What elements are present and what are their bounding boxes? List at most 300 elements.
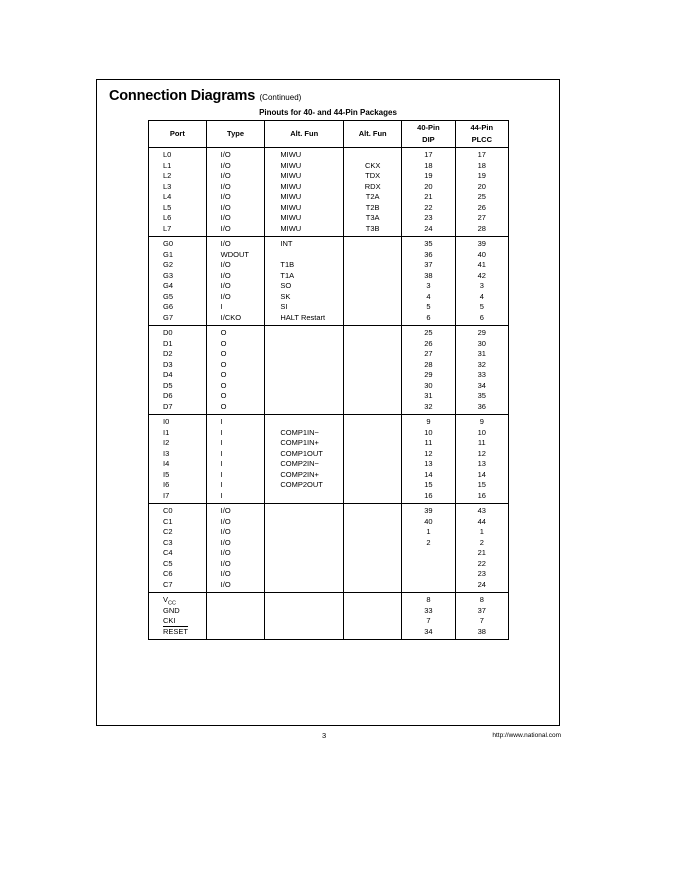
col-header-dip-line2: DIP bbox=[422, 135, 435, 144]
cell-dip: 2 bbox=[402, 538, 455, 549]
table-row bbox=[149, 504, 509, 517]
table-row bbox=[149, 213, 509, 224]
section-title: Connection Diagrams bbox=[109, 88, 256, 104]
cell-type: I bbox=[206, 428, 265, 439]
cell-alt-fun-1: MIWU bbox=[265, 213, 344, 224]
vcc-label: V bbox=[163, 595, 169, 604]
cell-dip: 36 bbox=[402, 250, 455, 261]
cell-dip bbox=[402, 548, 455, 559]
cell-port: L3 bbox=[149, 182, 207, 193]
cell-plcc: 42 bbox=[455, 271, 508, 282]
table-row bbox=[149, 370, 509, 381]
cell-plcc: 7 bbox=[455, 616, 508, 627]
col-header-alt-fun-2: Alt. Fun bbox=[344, 121, 402, 148]
table-row bbox=[149, 415, 509, 428]
table-row-gnd bbox=[149, 606, 509, 617]
cell-dip: 28 bbox=[402, 360, 455, 371]
cell-type: O bbox=[206, 360, 265, 371]
cell-dip: 37 bbox=[402, 260, 455, 271]
cell-plcc: 20 bbox=[455, 182, 508, 193]
cell-plcc: 13 bbox=[455, 459, 508, 470]
cell-alt-fun-1: COMP2OUT bbox=[265, 480, 344, 491]
table-row bbox=[149, 313, 509, 326]
cell-alt-fun-1 bbox=[265, 593, 344, 606]
cell-alt-fun-1 bbox=[265, 548, 344, 559]
cell-alt-fun-1: MIWU bbox=[265, 171, 344, 182]
cell-alt-fun-1: T1A bbox=[265, 271, 344, 282]
cell-dip: 8 bbox=[402, 593, 455, 606]
cell-type: I/O bbox=[206, 517, 265, 528]
cell-alt-fun-2 bbox=[344, 438, 402, 449]
cell-type: O bbox=[206, 381, 265, 392]
cell-type: I/O bbox=[206, 182, 265, 193]
cell-type: O bbox=[206, 391, 265, 402]
cell-alt-fun-1: MIWU bbox=[265, 192, 344, 203]
table-row bbox=[149, 360, 509, 371]
cell-plcc: 36 bbox=[455, 402, 508, 415]
table-row bbox=[149, 580, 509, 593]
cell-alt-fun-1: COMP2IN− bbox=[265, 459, 344, 470]
cell-port: D0 bbox=[149, 326, 207, 339]
cell-alt-fun-2: T3A bbox=[344, 213, 402, 224]
cell-alt-fun-2 bbox=[344, 326, 402, 339]
cell-port: G0 bbox=[149, 237, 207, 250]
cell-alt-fun-2 bbox=[344, 415, 402, 428]
cell-type: I/O bbox=[206, 161, 265, 172]
cell-plcc: 12 bbox=[455, 449, 508, 460]
cell-port: G4 bbox=[149, 281, 207, 292]
cell-alt-fun-2 bbox=[344, 527, 402, 538]
cell-plcc: 27 bbox=[455, 213, 508, 224]
cell-type: I/CKO bbox=[206, 313, 265, 326]
cell-alt-fun-1: COMP1IN+ bbox=[265, 438, 344, 449]
cell-dip: 32 bbox=[402, 402, 455, 415]
cell-alt-fun-1 bbox=[265, 527, 344, 538]
cell-plcc: 10 bbox=[455, 428, 508, 439]
cell-alt-fun-2 bbox=[344, 480, 402, 491]
cell-type: I/O bbox=[206, 548, 265, 559]
cell-dip: 35 bbox=[402, 237, 455, 250]
cell-port: C1 bbox=[149, 517, 207, 528]
cell-plcc: 21 bbox=[455, 548, 508, 559]
cell-port: D5 bbox=[149, 381, 207, 392]
col-header-plcc-line2: PLCC bbox=[471, 135, 492, 144]
cell-alt-fun-2 bbox=[344, 271, 402, 282]
cell-alt-fun-2: TDX bbox=[344, 171, 402, 182]
cell-alt-fun-1: T1B bbox=[265, 260, 344, 271]
cell-alt-fun-2 bbox=[344, 449, 402, 460]
cell-alt-fun-1 bbox=[265, 569, 344, 580]
cell-alt-fun-1 bbox=[265, 339, 344, 350]
cell-alt-fun-1 bbox=[265, 250, 344, 261]
cell-alt-fun-1 bbox=[265, 391, 344, 402]
section-heading bbox=[109, 87, 301, 105]
cell-plcc: 33 bbox=[455, 370, 508, 381]
cell-dip: 33 bbox=[402, 606, 455, 617]
cell-dip bbox=[402, 580, 455, 593]
table-row bbox=[149, 271, 509, 282]
col-header-alt-fun-1: Alt. Fun bbox=[265, 121, 344, 148]
cell-port: D6 bbox=[149, 391, 207, 402]
cell-port: G6 bbox=[149, 302, 207, 313]
cell-port: CKI bbox=[149, 616, 207, 627]
cell-type: I bbox=[206, 470, 265, 481]
table-row bbox=[149, 148, 509, 161]
table-row bbox=[149, 538, 509, 549]
reset-label: RESET bbox=[163, 626, 189, 636]
col-header-44-pin-plcc bbox=[455, 121, 508, 148]
cell-port: G2 bbox=[149, 260, 207, 271]
cell-dip: 19 bbox=[402, 171, 455, 182]
cell-alt-fun-2 bbox=[344, 237, 402, 250]
cell-alt-fun-2 bbox=[344, 402, 402, 415]
cell-type: I/O bbox=[206, 292, 265, 303]
cell-alt-fun-1 bbox=[265, 504, 344, 517]
cell-alt-fun-1: COMP1IN− bbox=[265, 428, 344, 439]
cell-alt-fun-2: T2B bbox=[344, 203, 402, 214]
table-row bbox=[149, 438, 509, 449]
cell-type: I/O bbox=[206, 527, 265, 538]
cell-type: I/O bbox=[206, 237, 265, 250]
table-row bbox=[149, 548, 509, 559]
cell-type: I/O bbox=[206, 213, 265, 224]
cell-dip: 30 bbox=[402, 381, 455, 392]
table-row bbox=[149, 292, 509, 303]
cell-plcc: 32 bbox=[455, 360, 508, 371]
cell-port: D2 bbox=[149, 349, 207, 360]
cell-dip: 39 bbox=[402, 504, 455, 517]
cell-alt-fun-2 bbox=[344, 616, 402, 627]
cell-plcc: 34 bbox=[455, 381, 508, 392]
cell-alt-fun-1 bbox=[265, 538, 344, 549]
cell-port: I7 bbox=[149, 491, 207, 504]
pinout-table bbox=[148, 120, 509, 640]
cell-alt-fun-2: T2A bbox=[344, 192, 402, 203]
cell-alt-fun-2 bbox=[344, 370, 402, 381]
cell-type: I/O bbox=[206, 148, 265, 161]
cell-plcc: 25 bbox=[455, 192, 508, 203]
cell-alt-fun-1 bbox=[265, 326, 344, 339]
cell-plcc: 1 bbox=[455, 527, 508, 538]
cell-alt-fun-1: COMP1OUT bbox=[265, 449, 344, 460]
cell-alt-fun-2 bbox=[344, 593, 402, 606]
cell-dip: 22 bbox=[402, 203, 455, 214]
cell-alt-fun-1: MIWU bbox=[265, 148, 344, 161]
cell-dip: 14 bbox=[402, 470, 455, 481]
table-row-cki bbox=[149, 616, 509, 627]
cell-alt-fun-2 bbox=[344, 281, 402, 292]
cell-alt-fun-1 bbox=[265, 517, 344, 528]
cell-port: L2 bbox=[149, 171, 207, 182]
table-row bbox=[149, 349, 509, 360]
table-row bbox=[149, 517, 509, 528]
cell-alt-fun-2 bbox=[344, 504, 402, 517]
cell-port: D7 bbox=[149, 402, 207, 415]
cell-port: G3 bbox=[149, 271, 207, 282]
cell-alt-fun-1: INT bbox=[265, 237, 344, 250]
footer-url: http://www.national.com bbox=[492, 732, 561, 739]
cell-alt-fun-2 bbox=[344, 360, 402, 371]
table-row bbox=[149, 326, 509, 339]
table-row bbox=[149, 203, 509, 214]
table-row-vcc bbox=[149, 593, 509, 606]
cell-type: O bbox=[206, 349, 265, 360]
cell-dip: 15 bbox=[402, 480, 455, 491]
cell-alt-fun-1: HALT Restart bbox=[265, 313, 344, 326]
cell-port bbox=[149, 593, 207, 606]
cell-port: I3 bbox=[149, 449, 207, 460]
cell-plcc: 8 bbox=[455, 593, 508, 606]
cell-plcc: 38 bbox=[455, 627, 508, 640]
cell-plcc: 15 bbox=[455, 480, 508, 491]
cell-type: I/O bbox=[206, 569, 265, 580]
cell-plcc: 18 bbox=[455, 161, 508, 172]
table-row-reset bbox=[149, 627, 509, 640]
cell-alt-fun-2 bbox=[344, 569, 402, 580]
cell-alt-fun-2 bbox=[344, 491, 402, 504]
cell-port: I0 bbox=[149, 415, 207, 428]
cell-alt-fun-1 bbox=[265, 559, 344, 570]
cell-port: I6 bbox=[149, 480, 207, 491]
cell-port: D4 bbox=[149, 370, 207, 381]
cell-alt-fun-2 bbox=[344, 313, 402, 326]
cell-dip: 18 bbox=[402, 161, 455, 172]
cell-alt-fun-2 bbox=[344, 381, 402, 392]
cell-plcc: 16 bbox=[455, 491, 508, 504]
table-row bbox=[149, 237, 509, 250]
cell-plcc: 22 bbox=[455, 559, 508, 570]
cell-dip bbox=[402, 569, 455, 580]
cell-plcc: 43 bbox=[455, 504, 508, 517]
cell-alt-fun-1: MIWU bbox=[265, 182, 344, 193]
col-header-type: Type bbox=[206, 121, 265, 148]
cell-plcc: 40 bbox=[455, 250, 508, 261]
cell-port: L1 bbox=[149, 161, 207, 172]
cell-alt-fun-2 bbox=[344, 548, 402, 559]
cell-alt-fun-1: SK bbox=[265, 292, 344, 303]
cell-alt-fun-1: SI bbox=[265, 302, 344, 313]
cell-dip: 7 bbox=[402, 616, 455, 627]
cell-type bbox=[206, 616, 265, 627]
col-header-plcc-line1: 44-Pin bbox=[470, 123, 494, 132]
cell-alt-fun-1 bbox=[265, 627, 344, 640]
cell-plcc: 19 bbox=[455, 171, 508, 182]
cell-alt-fun-1 bbox=[265, 616, 344, 627]
cell-dip: 17 bbox=[402, 148, 455, 161]
cell-dip: 20 bbox=[402, 182, 455, 193]
table-row bbox=[149, 171, 509, 182]
cell-port: G1 bbox=[149, 250, 207, 261]
cell-port: D1 bbox=[149, 339, 207, 350]
cell-dip: 10 bbox=[402, 428, 455, 439]
cell-alt-fun-2 bbox=[344, 428, 402, 439]
cell-alt-fun-1 bbox=[265, 606, 344, 617]
cell-dip: 26 bbox=[402, 339, 455, 350]
cell-plcc: 31 bbox=[455, 349, 508, 360]
cell-alt-fun-2: CKX bbox=[344, 161, 402, 172]
table-row bbox=[149, 302, 509, 313]
cell-plcc: 4 bbox=[455, 292, 508, 303]
table-caption: Pinouts for 40- and 44-Pin Packages bbox=[259, 108, 397, 117]
cell-type: I/O bbox=[206, 559, 265, 570]
cell-dip: 16 bbox=[402, 491, 455, 504]
cell-dip: 5 bbox=[402, 302, 455, 313]
cell-alt-fun-2 bbox=[344, 459, 402, 470]
cell-alt-fun-2 bbox=[344, 627, 402, 640]
cell-port: I5 bbox=[149, 470, 207, 481]
cell-plcc: 28 bbox=[455, 224, 508, 237]
cell-port bbox=[149, 627, 207, 640]
table-row bbox=[149, 569, 509, 580]
cell-dip: 13 bbox=[402, 459, 455, 470]
cell-alt-fun-2 bbox=[344, 470, 402, 481]
cell-type bbox=[206, 593, 265, 606]
cell-type: I/O bbox=[206, 281, 265, 292]
cell-dip: 9 bbox=[402, 415, 455, 428]
table-row bbox=[149, 449, 509, 460]
cell-alt-fun-1: MIWU bbox=[265, 224, 344, 237]
table-row bbox=[149, 459, 509, 470]
cell-dip: 6 bbox=[402, 313, 455, 326]
cell-plcc: 3 bbox=[455, 281, 508, 292]
table-row bbox=[149, 161, 509, 172]
cell-alt-fun-1: MIWU bbox=[265, 203, 344, 214]
table-row bbox=[149, 491, 509, 504]
table-row bbox=[149, 260, 509, 271]
table-row bbox=[149, 402, 509, 415]
cell-port: C5 bbox=[149, 559, 207, 570]
table-row bbox=[149, 250, 509, 261]
cell-alt-fun-2 bbox=[344, 349, 402, 360]
col-header-40-pin-dip bbox=[402, 121, 455, 148]
cell-alt-fun-2 bbox=[344, 606, 402, 617]
cell-plcc: 2 bbox=[455, 538, 508, 549]
cell-alt-fun-1: COMP2IN+ bbox=[265, 470, 344, 481]
cell-port: L7 bbox=[149, 224, 207, 237]
cell-alt-fun-1 bbox=[265, 360, 344, 371]
cell-type: I/O bbox=[206, 224, 265, 237]
cell-alt-fun-1 bbox=[265, 370, 344, 381]
cell-type: I/O bbox=[206, 504, 265, 517]
cell-plcc: 39 bbox=[455, 237, 508, 250]
cell-alt-fun-2 bbox=[344, 302, 402, 313]
cell-type: I/O bbox=[206, 192, 265, 203]
cell-plcc: 26 bbox=[455, 203, 508, 214]
cell-type: I/O bbox=[206, 271, 265, 282]
cell-alt-fun-1 bbox=[265, 415, 344, 428]
cell-dip: 25 bbox=[402, 326, 455, 339]
cell-port: L0 bbox=[149, 148, 207, 161]
cell-port: GND bbox=[149, 606, 207, 617]
cell-plcc: 23 bbox=[455, 569, 508, 580]
table-row bbox=[149, 391, 509, 402]
cell-alt-fun-2 bbox=[344, 292, 402, 303]
cell-dip: 27 bbox=[402, 349, 455, 360]
table-row bbox=[149, 339, 509, 350]
table-row bbox=[149, 428, 509, 439]
cell-type: WDOUT bbox=[206, 250, 265, 261]
cell-plcc: 17 bbox=[455, 148, 508, 161]
cell-alt-fun-1 bbox=[265, 491, 344, 504]
cell-alt-fun-2 bbox=[344, 391, 402, 402]
cell-port: L5 bbox=[149, 203, 207, 214]
cell-plcc: 35 bbox=[455, 391, 508, 402]
cell-port: I2 bbox=[149, 438, 207, 449]
cell-dip: 24 bbox=[402, 224, 455, 237]
table-row bbox=[149, 559, 509, 570]
cell-type: O bbox=[206, 370, 265, 381]
cell-alt-fun-1 bbox=[265, 402, 344, 415]
cell-dip: 31 bbox=[402, 391, 455, 402]
cell-dip: 29 bbox=[402, 370, 455, 381]
cell-port: C4 bbox=[149, 548, 207, 559]
cell-alt-fun-1 bbox=[265, 349, 344, 360]
cell-type: I/O bbox=[206, 260, 265, 271]
cell-port: C0 bbox=[149, 504, 207, 517]
cell-type: I/O bbox=[206, 580, 265, 593]
cell-type bbox=[206, 606, 265, 617]
cell-type: I bbox=[206, 491, 265, 504]
table-row bbox=[149, 480, 509, 491]
cell-port: C2 bbox=[149, 527, 207, 538]
cell-plcc: 24 bbox=[455, 580, 508, 593]
cell-port: L4 bbox=[149, 192, 207, 203]
page-number: 3 bbox=[322, 731, 327, 740]
cell-plcc: 9 bbox=[455, 415, 508, 428]
cell-alt-fun-1 bbox=[265, 580, 344, 593]
cell-dip: 3 bbox=[402, 281, 455, 292]
cell-type: I/O bbox=[206, 538, 265, 549]
cell-type bbox=[206, 627, 265, 640]
pinout-table-body bbox=[149, 148, 509, 640]
cell-dip: 34 bbox=[402, 627, 455, 640]
cell-dip: 1 bbox=[402, 527, 455, 538]
cell-dip: 40 bbox=[402, 517, 455, 528]
cell-port: C3 bbox=[149, 538, 207, 549]
table-row bbox=[149, 281, 509, 292]
cell-plcc: 30 bbox=[455, 339, 508, 350]
cell-plcc: 5 bbox=[455, 302, 508, 313]
cell-dip: 12 bbox=[402, 449, 455, 460]
table-row bbox=[149, 381, 509, 392]
cell-dip: 38 bbox=[402, 271, 455, 282]
vcc-subscript: CC bbox=[168, 600, 176, 607]
cell-type: O bbox=[206, 339, 265, 350]
cell-type: I bbox=[206, 302, 265, 313]
cell-alt-fun-1: SO bbox=[265, 281, 344, 292]
table-row bbox=[149, 470, 509, 481]
cell-alt-fun-2: T3B bbox=[344, 224, 402, 237]
cell-alt-fun-2 bbox=[344, 260, 402, 271]
cell-port: D3 bbox=[149, 360, 207, 371]
cell-alt-fun-1: MIWU bbox=[265, 161, 344, 172]
cell-type: I/O bbox=[206, 203, 265, 214]
cell-port: I1 bbox=[149, 428, 207, 439]
table-row bbox=[149, 224, 509, 237]
table-row bbox=[149, 527, 509, 538]
cell-type: I bbox=[206, 438, 265, 449]
cell-plcc: 11 bbox=[455, 438, 508, 449]
cell-alt-fun-2 bbox=[344, 250, 402, 261]
cell-dip bbox=[402, 559, 455, 570]
table-header-row bbox=[149, 121, 509, 148]
cell-plcc: 14 bbox=[455, 470, 508, 481]
cell-dip: 11 bbox=[402, 438, 455, 449]
cell-port: G5 bbox=[149, 292, 207, 303]
col-header-port: Port bbox=[149, 121, 207, 148]
cell-alt-fun-2 bbox=[344, 580, 402, 593]
section-continued: (Continued) bbox=[259, 93, 302, 102]
